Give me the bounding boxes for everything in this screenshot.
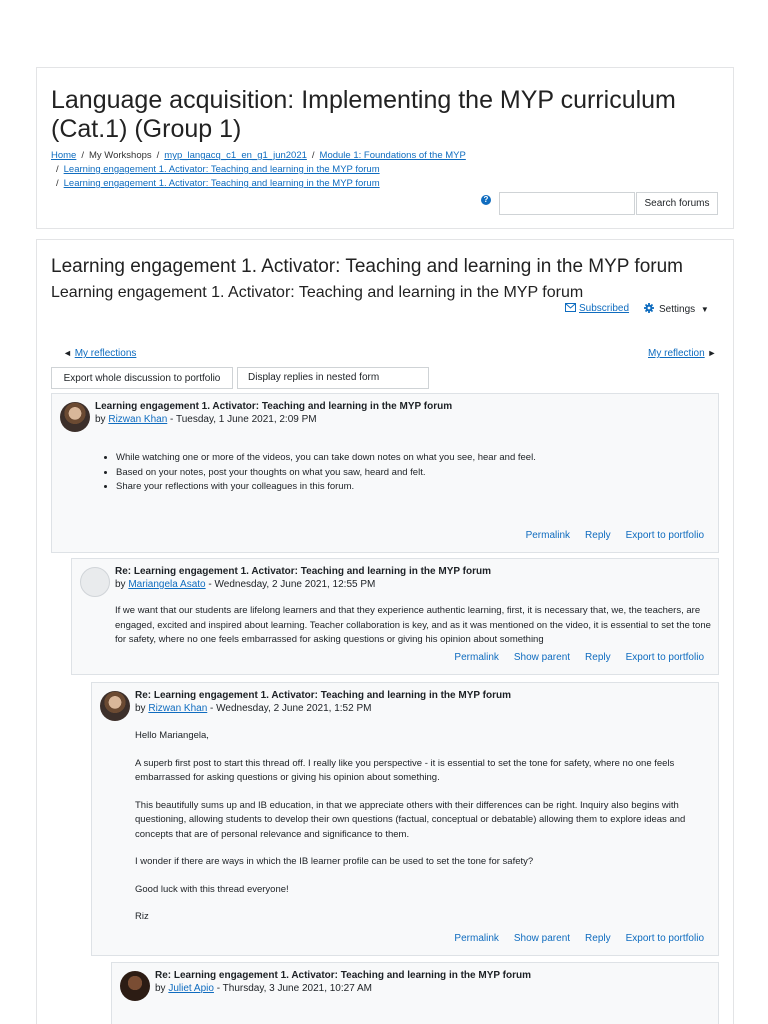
show-parent-link[interactable]: Show parent	[513, 652, 571, 663]
reply-link[interactable]: Reply	[585, 933, 611, 944]
reply-link[interactable]: Reply	[585, 530, 611, 541]
search-input[interactable]	[499, 192, 635, 215]
page-title: Learning engagement 1. Activator: Teaching and learning in the MYP forum	[51, 256, 683, 277]
caret-down-icon: ▼	[700, 305, 709, 314]
post-subject: Re: Learning engagement 1. Activator: Teaching and learning in the MYP forum	[135, 690, 511, 701]
breadcrumb-separator: /	[56, 164, 59, 175]
search-forums-button[interactable]: Search forums	[636, 192, 718, 215]
reply-link[interactable]: Reply	[585, 652, 611, 663]
breadcrumb-separator: /	[56, 178, 59, 189]
prev-activity-label[interactable]: My reflections	[74, 348, 137, 359]
settings-label: Settings	[659, 304, 696, 315]
breadcrumb-separator: /	[156, 150, 160, 161]
breadcrumb-separator: /	[311, 150, 315, 161]
list-item: • Based on your notes, post your thoughts on what you saw, heard and felt.	[116, 466, 655, 481]
post-byline	[95, 414, 317, 425]
avatar[interactable]	[60, 402, 90, 432]
by-label: by	[155, 983, 166, 994]
post-byline	[155, 983, 372, 994]
arrow-right-icon: ►	[707, 348, 717, 358]
permalink-link[interactable]: Permalink	[454, 652, 499, 663]
author-link[interactable]: Rizwan Khan	[148, 703, 208, 714]
subscribed-toggle[interactable]	[565, 303, 629, 314]
breadcrumb	[51, 149, 721, 191]
by-label: by	[115, 579, 126, 590]
help-icon[interactable]: ?	[481, 195, 491, 205]
post-byline	[115, 579, 375, 590]
show-parent-link[interactable]: Show parent	[513, 933, 571, 944]
post-date: - Tuesday, 1 June 2021, 2:09 PM	[167, 414, 317, 425]
author-link[interactable]: Mariangela Asato	[128, 579, 206, 590]
breadcrumb-my-workshops: My Workshops	[88, 150, 152, 161]
breadcrumb-activity[interactable]: Learning engagement 1. Activator: Teaching and learning in the MYP forum	[63, 164, 380, 175]
breadcrumb-course[interactable]: myp_langacq_c1_en_g1_jun2021	[164, 150, 307, 161]
post-subject: Re: Learning engagement 1. Activator: Teaching and learning in the MYP forum	[155, 970, 531, 981]
course-title: Language acquisition: Implementing the MYP curriculum (Cat.1) (Group 1)	[51, 86, 676, 143]
forum-post	[111, 962, 719, 1024]
prev-activity-link[interactable]	[63, 348, 136, 359]
avatar[interactable]	[100, 691, 130, 721]
post-byline	[135, 703, 371, 714]
export-to-portfolio-link[interactable]: Export to portfolio	[625, 530, 704, 541]
gear-icon	[644, 303, 654, 313]
breadcrumb-home[interactable]: Home	[51, 150, 77, 161]
permalink-link[interactable]: Permalink	[454, 933, 499, 944]
post-paragraph: If we want that our students are lifelong learners and that they experience authentic learning, first, it is necessary that, we, the teachers, are engaged, excited and inspired about learning. Teacher collaboration is key, and as it was mentioned on the video, it is essential to set the tone for safety, where no one feels embarrassed for asking questions or giving his opinion about something	[115, 605, 711, 645]
avatar[interactable]	[120, 971, 150, 1001]
post-paragraph: I wonder if there are ways in which the IB learner profile can be used to set the tone for safety?	[135, 856, 534, 867]
discussion-title: Learning engagement 1. Activator: Teaching and learning in the MYP forum	[51, 284, 584, 301]
post-date: - Wednesday, 2 June 2021, 1:52 PM	[207, 703, 372, 714]
post-body	[135, 729, 713, 938]
arrow-left-icon: ◄	[63, 348, 72, 358]
forum-post	[51, 393, 719, 553]
by-label: by	[135, 703, 146, 714]
post-date: - Wednesday, 2 June 2021, 12:55 PM	[205, 579, 376, 590]
forum-post	[71, 558, 719, 675]
post-actions	[511, 530, 704, 541]
forum-discussion-card	[36, 239, 734, 1024]
post-paragraph: Hello Mariangela,	[135, 730, 209, 741]
breadcrumb-separator: /	[81, 150, 84, 161]
export-to-portfolio-link[interactable]: Export to portfolio	[625, 652, 704, 663]
list-item: • While watching one or more of the videos, you can take down notes on what you see, hear and feel.	[116, 451, 655, 466]
export-to-portfolio-link[interactable]: Export to portfolio	[625, 933, 704, 944]
list-item: • Share your reflections with your colleagues in this forum.	[116, 480, 655, 495]
permalink-link[interactable]: Permalink	[525, 530, 571, 541]
next-activity-label[interactable]: My reflection	[648, 348, 705, 359]
avatar[interactable]	[80, 567, 110, 597]
settings-menu[interactable]	[644, 303, 709, 315]
post-subject: Re: Learning engagement 1. Activator: Teaching and learning in the MYP forum	[115, 566, 491, 577]
next-activity-link[interactable]	[648, 348, 716, 359]
subscribed-label[interactable]: Subscribed	[579, 303, 630, 314]
author-link[interactable]: Juliet Apio	[168, 983, 214, 994]
by-label: by	[95, 414, 106, 425]
post-paragraph: A superb first post to start this thread off. I really like you perspective - it is essential to set the tone for safety, where no one feels embarrassed for asking questions or giving his opinion about something.	[135, 757, 675, 783]
export-discussion-button[interactable]: Export whole discussion to portfolio	[51, 367, 233, 389]
post-actions	[439, 652, 704, 663]
author-link[interactable]: Rizwan Khan	[108, 414, 168, 425]
post-paragraph: Riz	[135, 911, 149, 922]
course-header	[36, 67, 734, 229]
post-date: - Thursday, 3 June 2021, 10:27 AM	[213, 983, 372, 994]
post-actions	[439, 933, 704, 944]
breadcrumb-forum[interactable]: Learning engagement 1. Activator: Teaching and learning in the MYP forum	[63, 178, 380, 189]
post-body	[95, 451, 655, 495]
post-paragraph: This beautifully sums up and IB education, in that we appreciate others with their differences can be right. Inquiry also begins with questioning, allowing students to develop their own questions (factual, conceptual or debatable) allowing them to explore ideas and concepts that are of personal relevance and significance to them.	[135, 799, 686, 840]
breadcrumb-module[interactable]: Module 1: Foundations of the MYP	[319, 150, 466, 161]
display-mode-select[interactable]: Display replies in nested form	[237, 367, 429, 389]
post-subject: Learning engagement 1. Activator: Teaching and learning in the MYP forum	[95, 401, 453, 412]
forum-post	[91, 682, 719, 956]
post-paragraph: Good luck with this thread everyone!	[135, 883, 289, 895]
envelope-icon	[565, 303, 576, 312]
bullet-list	[95, 451, 655, 495]
